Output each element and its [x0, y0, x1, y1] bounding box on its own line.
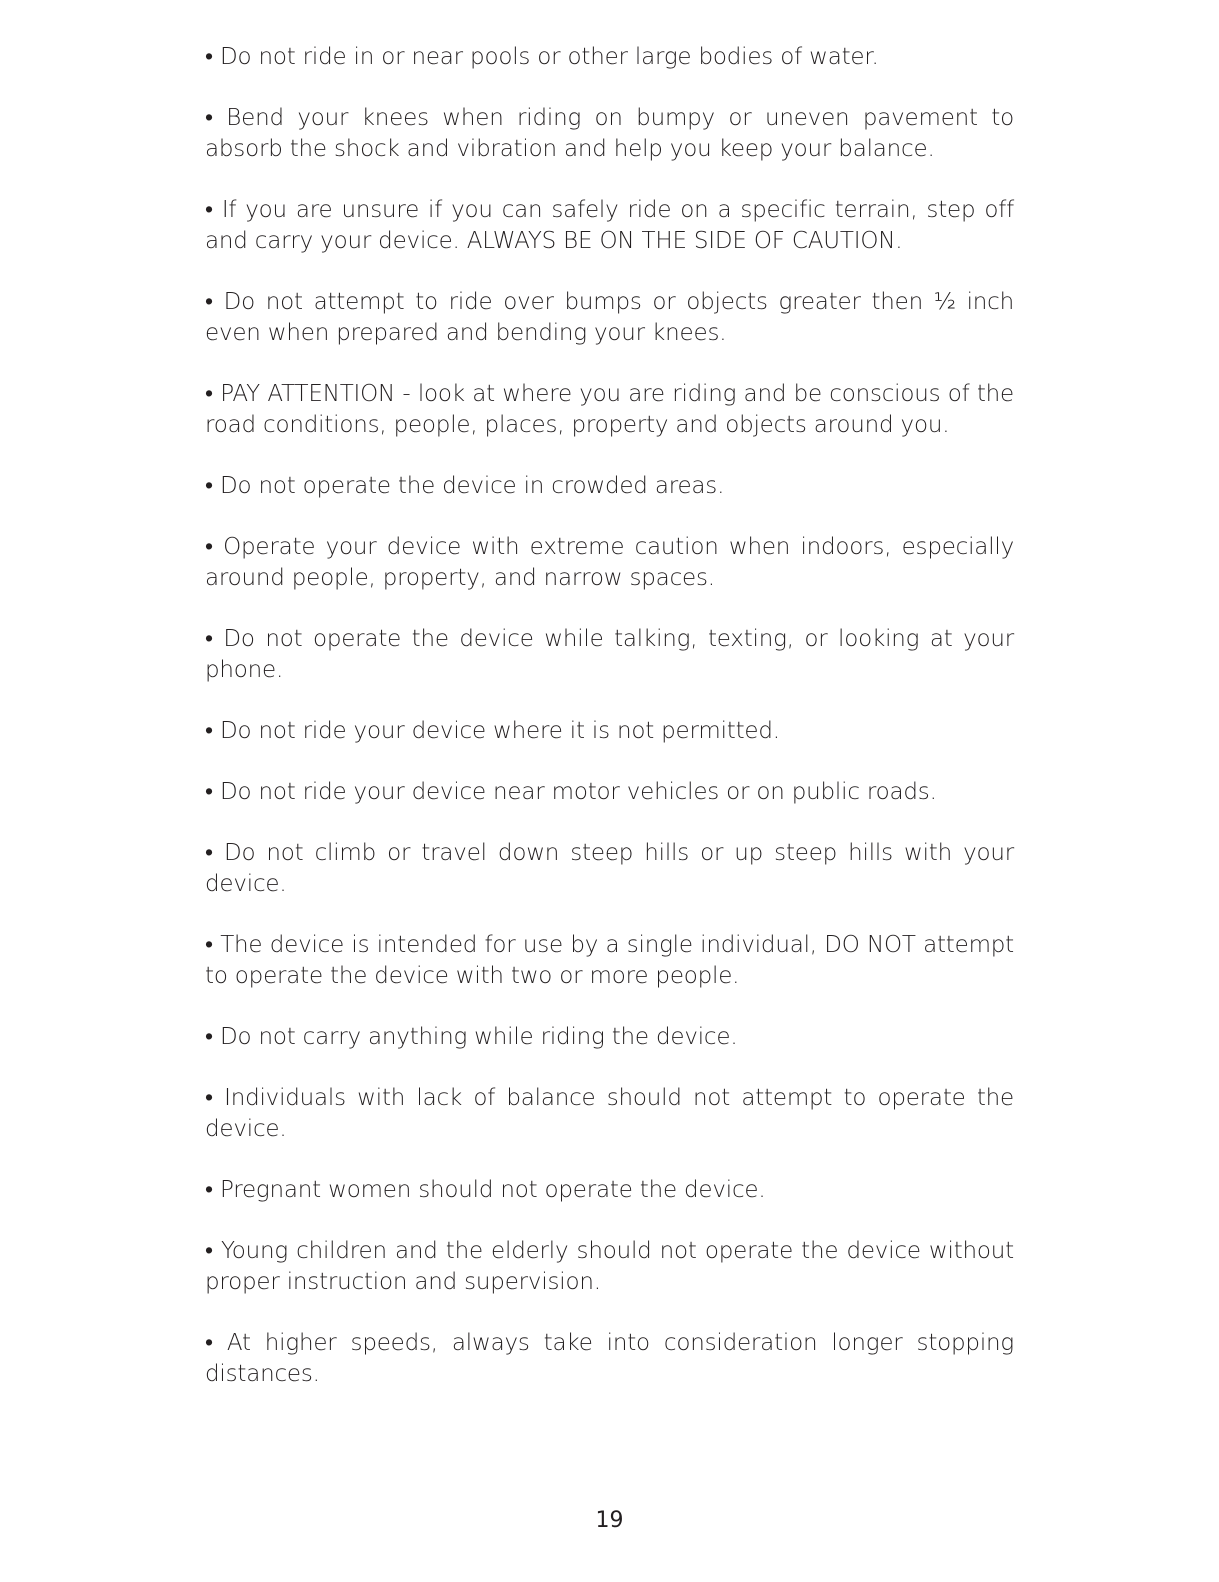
bullet-item: • PAY ATTENTION - look at where you are riding and be conscious of the road conditions, people, places, property and objects around you. — [205, 381, 1014, 438]
bullet-item: • If you are unsure if you can safely ride on a specific terrain, step off and carry your device. ALWAYS BE ON THE SIDE OF CAUTION. — [205, 197, 1014, 254]
bullet-item: • At higher speeds, always take into consideration longer stopping distances. — [205, 1330, 1014, 1387]
bullet-item: • The device is intended for use by a single individual, DO NOT attempt to operate the device with two or more people. — [205, 932, 1014, 989]
page-number: 19 — [595, 1508, 624, 1533]
bullet-item: • Individuals with lack of balance should not attempt to operate the device. — [205, 1085, 1014, 1142]
bullet-item: • Do not climb or travel down steep hills or up steep hills with your device. — [205, 840, 1014, 897]
bullet-item: • Do not ride your device near motor vehicles or on public roads. — [205, 779, 937, 805]
bullet-item: • Operate your device with extreme caution when indoors, especially around people, property, and narrow spaces. — [205, 534, 1014, 591]
bullet-item: • Do not ride in or near pools or other large bodies of water. — [205, 44, 879, 70]
bullet-item: • Pregnant women should not operate the device. — [205, 1177, 766, 1203]
bullet-item: • Do not carry anything while riding the device. — [205, 1024, 738, 1050]
bullet-item: • Do not ride your device where it is not permitted. — [205, 718, 780, 744]
bullet-item: • Young children and the elderly should not operate the device without proper instruction and supervision. — [205, 1238, 1014, 1295]
bullet-item: • Do not operate the device in crowded areas. — [205, 473, 725, 499]
bullet-item: • Do not operate the device while talking, texting, or looking at your phone. — [205, 626, 1014, 683]
bullet-item: • Do not attempt to ride over bumps or objects greater then ½ inch even when prepared and bending your knees. — [205, 289, 1014, 346]
safety-instructions-list — [205, 42, 1014, 1420]
bullet-item: • Bend your knees when riding on bumpy or uneven pavement to absorb the shock and vibration and help you keep your balance. — [205, 105, 1014, 162]
